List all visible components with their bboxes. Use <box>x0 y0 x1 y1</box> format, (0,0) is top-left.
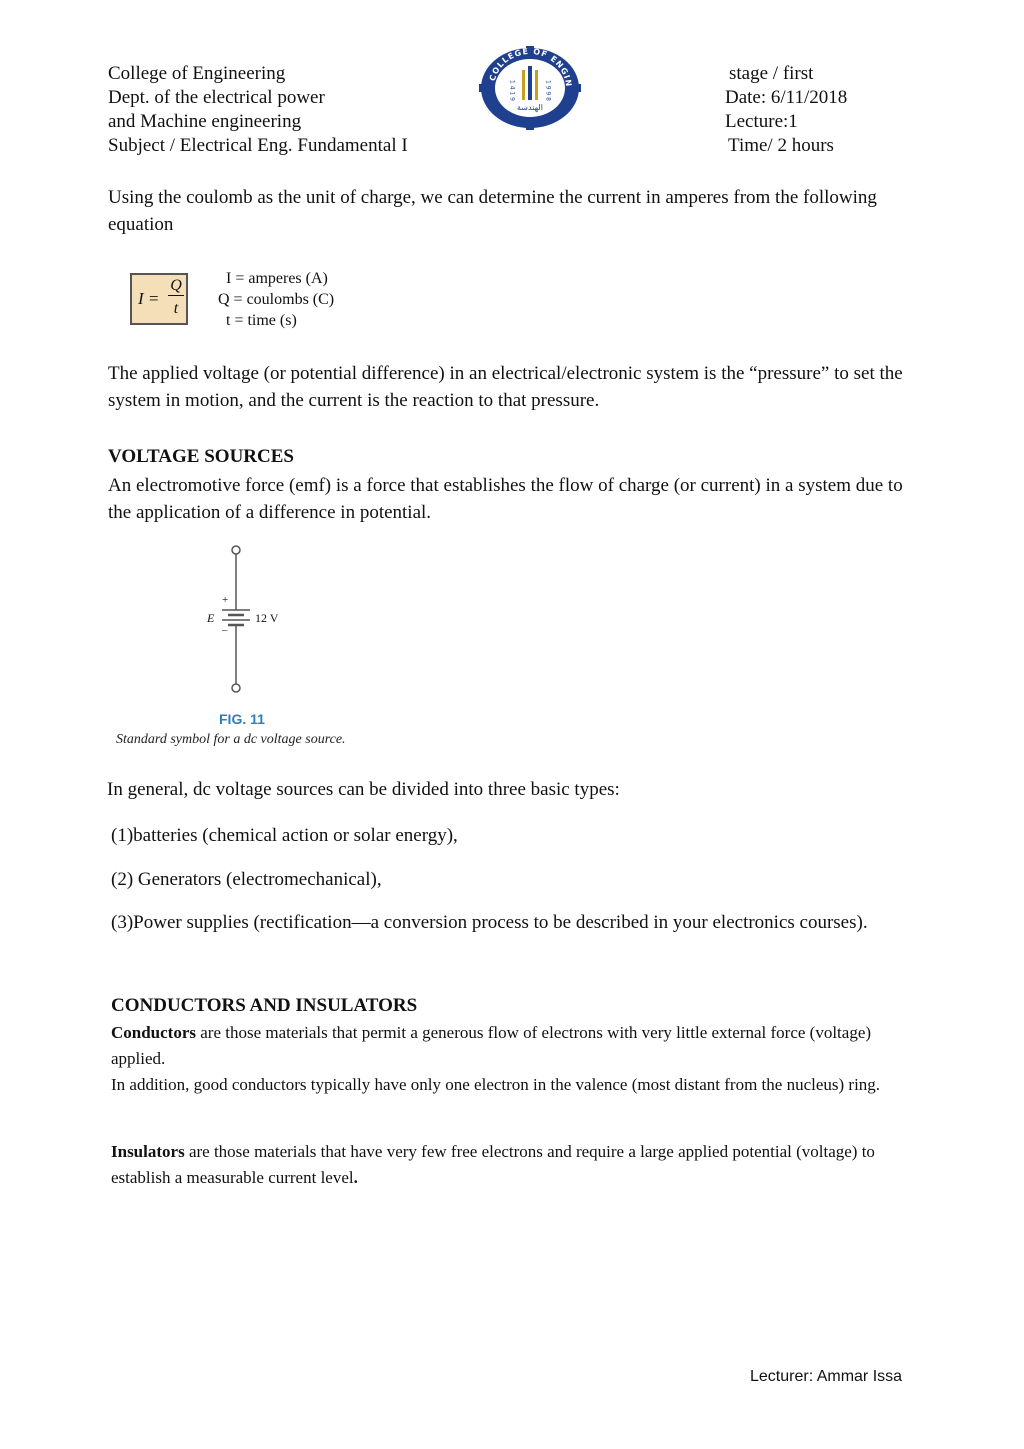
figure-caption: Standard symbol for a dc voltage source. <box>116 732 346 747</box>
header-right <box>725 62 965 158</box>
department-line-1: Dept. of the electrical power <box>108 87 325 108</box>
figure-title: FIG. 11 <box>219 711 265 727</box>
date-label: Date: 6/11/2018 <box>725 87 848 108</box>
equation-box <box>130 273 188 325</box>
voltage-value: 12 V <box>255 611 279 625</box>
equation-var-charge: Q = coulombs (C) <box>218 291 335 308</box>
subject-line: Subject / Electrical Eng. Fundamental I <box>108 135 408 156</box>
dc-source-figure <box>110 540 410 755</box>
type-item-power-supplies: (3)Power supplies (rectification—a conversion process to be described in your electronics courses). <box>111 912 868 933</box>
minus-label: – <box>222 624 228 636</box>
type-item-batteries: (1)batteries (chemical action or solar energy), <box>111 825 458 846</box>
conductors-definition: are those materials that permit a generous flow of electrons with very little external force (voltage) applied. <box>111 1023 872 1068</box>
e-label: E <box>207 611 215 625</box>
time-label: Time/ 2 hours <box>728 135 834 156</box>
insulators-paragraph <box>111 1139 901 1191</box>
college-logo <box>478 46 582 130</box>
insulators-definition: are those materials that have very few free electrons and require a large applied potential (voltage) to establish a measurable current level <box>111 1142 875 1187</box>
insulators-term: Insulators <box>111 1142 185 1161</box>
equation-lhs: I = <box>138 289 160 308</box>
conductors-extra-paragraph: In addition, good conductors typically have only one electron in the valence (most distant from the nucleus) ring. <box>111 1075 881 1094</box>
lecturer-footer: Lecturer: Ammar Issa <box>750 1368 903 1385</box>
department-line-2: and Machine engineering <box>108 111 302 132</box>
plus-label: + <box>222 594 229 606</box>
equation-denominator: t <box>173 300 179 317</box>
college-name: College of Engineering <box>108 63 286 84</box>
intro-paragraph: Using the coulomb as the unit of charge, we can determine the current in amperes from the following equation <box>108 187 877 235</box>
equation-var-current: I = amperes (A) <box>226 270 328 287</box>
lecture-label: Lecture:1 <box>725 111 798 132</box>
equation-var-time: t = time (s) <box>226 312 297 329</box>
voltage-sources-text: An electromotive force (emf) is a force that establishes the flow of charge (or current) in a system due to the application of a difference in potential. <box>108 475 903 523</box>
stage-label: stage / first <box>729 63 814 84</box>
equation-numerator: Q <box>168 277 184 296</box>
conductors-heading: CONDUCTORS AND INSULATORS <box>111 995 418 1016</box>
logo-right-digits: 1 9 9 8 <box>544 80 552 101</box>
types-intro: In general, dc voltage sources can be divided into three basic types: <box>107 779 620 800</box>
conductors-paragraph <box>111 1020 901 1072</box>
logo-left-digits: 1 4 1 9 <box>508 80 516 101</box>
type-item-generators: (2) Generators (electromechanical), <box>111 869 382 890</box>
conductors-term: Conductors <box>111 1023 197 1042</box>
voltage-paragraph: The applied voltage (or potential difference) in an electrical/electronic system is the “pressure” to set the system in motion, and the current is the reaction to that pressure. <box>108 363 903 411</box>
insulators-period: . <box>353 1168 358 1187</box>
equation-variables <box>218 268 378 331</box>
header-left <box>108 62 488 158</box>
voltage-sources-heading: VOLTAGE SOURCES <box>108 446 294 467</box>
logo-ring-text: COLLEGE OF ENGIN <box>487 46 574 88</box>
logo-center-text: الهندسة <box>517 103 543 112</box>
